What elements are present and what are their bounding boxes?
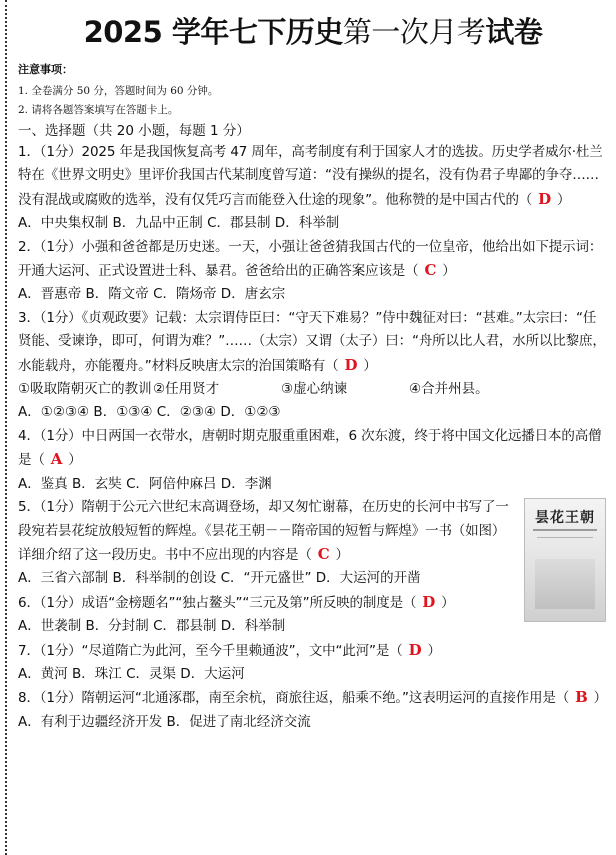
- options-7: A．黄河 B．珠江 C．灵渠 D．大运河: [18, 665, 245, 682]
- options-5: A．三省六部制 B．科举制的创设 C．“开元盛世” D．大运河的开凿: [18, 570, 421, 587]
- answer-mark: D: [344, 355, 358, 374]
- statement: ①吸取隋朝灭亡的教训: [18, 381, 152, 398]
- question-4: 4．（1分）中日两国一衣带水，唐朝时期克服重重困难，6 次东渡，终于将中国文化远播日本的高僧是（ A ）: [18, 427, 602, 469]
- options-3: A．①②③④ B．①③④ C．②③④ D．①②③: [18, 404, 281, 421]
- question-6: 6．（1分）成语“金榜题名”“独占鳌头”“三元及第”所反映的制度是（ D ）: [18, 592, 455, 611]
- options-8: A．有利于边疆经济开发 B．促进了南北经济交流: [18, 713, 311, 730]
- options-4: A．鉴真 B．玄奘 C．阿倍仲麻吕 D．李渊: [18, 475, 272, 492]
- answer-mark: C: [317, 544, 330, 563]
- options-2: A．晋惠帝 B．隋文帝 C．隋炀帝 D．唐玄宗: [18, 286, 286, 303]
- statement: ②任用贤才: [153, 381, 220, 398]
- answer-mark: D: [538, 189, 552, 208]
- statement: ④合并州县。: [409, 381, 489, 398]
- question-2: 2．（1分）小强和爸爸都是历史迷。一天，小强让爸爸猜我国古代的一位皇帝，他给出如下提示词：开通大运河、正式设置进士科、暴君。爸爸给出的正确答案应该是（ C ）: [18, 238, 603, 280]
- note-item: 1. 全卷满分 50 分，答题时间为 60 分钟。: [18, 85, 219, 97]
- answer-mark: A: [50, 450, 63, 469]
- question-8: 8．（1分）隋朝运河“北通涿郡，南至余杭，商旅往返，船乘不绝。”这表明运河的直接作用是（ B ）: [18, 688, 607, 707]
- question-1: 1．（1分）2025 年是我国恢复高考 47 周年，高考制度有利于国家人才的选拔。历史学者威尔·杜兰特在《世界文明史》里评价我国古代某制度曾写道：“没有操纵的提名，没有伪君子卑鄙的争夺……没有混战或腐败的选举，没有仅凭巧言而能登入仕途的现象”。他称赞的是中国古代的（ D ）: [18, 144, 603, 208]
- question-5-block: [18, 496, 608, 591]
- binding-margin-dots: [5, 0, 11, 855]
- answer-mark: D: [408, 640, 422, 659]
- book-cover-image: 昙花王朝: [524, 498, 606, 622]
- answer-mark: D: [422, 592, 436, 611]
- options-1: A．中央集权制 B．九品中正制 C．郡县制 D．科举制: [18, 215, 340, 232]
- statement: ③虚心纳谏: [281, 381, 348, 398]
- notes-heading: 注意事项：: [18, 63, 73, 76]
- page-title: 2025 学年七下历史第一次月考试卷: [83, 15, 543, 49]
- question-5: 5．（1分）隋朝于公元六世纪末高调登场，却又匆忙谢幕，在历史的长河中书写了一段宛若昙花绽放般短暂的辉煌。《昙花王朝－－隋帝国的短暂与辉煌》一书（如图）详细介绍了这一段历史。书中不应出现的内容是（ C ）: [18, 499, 509, 563]
- options-6: A．世袭制 B．分封制 C．郡县制 D．科举制: [18, 618, 286, 635]
- answer-mark: B: [575, 688, 588, 707]
- answer-mark: C: [424, 261, 437, 280]
- note-item: 2. 请将各题答案填写在答题卡上。: [18, 104, 179, 116]
- statements-3: [18, 378, 608, 401]
- question-3: 3．（1分）《贞观政要》记载：太宗谓侍臣曰：“守天下难易？”侍中魏征对曰：“甚难。”太宗曰：“任贤能、受谏诤，即可，何谓为难？”……（太宗）又谓（太子）曰：“舟所以比人君，水所以比黎庶，水能载舟，亦能覆舟。”材料反映唐太宗的治国策略有（ D ）: [18, 309, 606, 374]
- question-7: 7．（1分）“尽道隋亡为此河，至今千里赖通波”，文中“此河”是（ D ）: [18, 640, 441, 659]
- section-heading: 一、选择题（共 20 小题，每题 1 分）: [18, 123, 250, 139]
- exam-page: [18, 6, 608, 734]
